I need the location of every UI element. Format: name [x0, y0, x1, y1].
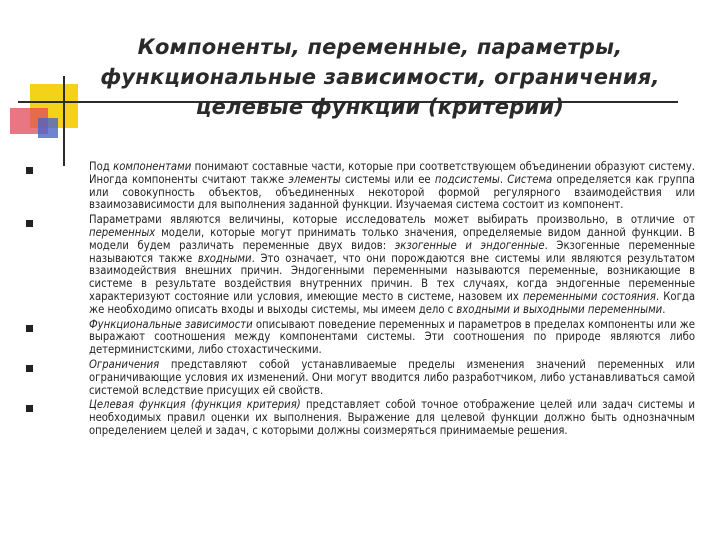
italic-term: входными — [197, 251, 252, 265]
text-segment: . Когда же необходимо описать входы и выходы системы, мы имеем дело с — [89, 289, 696, 316]
bullet-square-icon — [26, 167, 33, 174]
text-segment: описывают поведение переменных и параметров в пределах компоненты или же выражают соотношения между компонентами системы. Эти соотношения по природе являются либо детерминистскими, либо стохастическими. — [89, 317, 695, 357]
italic-term: переменными состояния — [522, 289, 656, 303]
list-item — [20, 214, 695, 316]
text-segment: Под — [89, 160, 114, 173]
italic-term: компонентами — [113, 160, 192, 173]
bullet-list — [20, 161, 695, 440]
list-item — [20, 319, 695, 357]
bullet-square-icon — [26, 325, 33, 332]
italic-term: переменных — [89, 225, 156, 239]
list-item-text — [89, 161, 695, 212]
text-segment: представляют собой устанавливаемые пределы изменения значений переменных или ограничивающие условия их изменений. Они могут вводится либо разработчиком, либо устанавливаться самой системой вследствие присущих ей свойств. — [89, 357, 695, 397]
italic-term: экзогенные и эндогенные — [394, 238, 545, 252]
bullet-square-icon — [26, 220, 33, 227]
text-segment: . — [499, 172, 508, 186]
list-item-text — [89, 359, 695, 397]
text-segment: понимают составные части, которые при соответствующем объединении образуют систему. Иногда компоненты считают также — [89, 160, 695, 186]
text-segment: определяется как группа или совокупность объектов, объединенных некоторой формой регулярного взаимодействия или взаимозависимости для выполнения заданной функции. Изучаемая система состоит из компонент. — [89, 172, 695, 212]
bullet-square-icon — [26, 405, 33, 412]
text-segment: представляет собой точное отображение целей или задач системы и необходимых правил оценки их выполнения. Выражение для целевой функции должно быть однозначным определением целей и задач, с которыми должны соизмеряться принимаемые решения. — [89, 398, 696, 437]
italic-term: Целевая функция (функция критерия) — [89, 398, 301, 412]
bullet-square-icon — [26, 365, 33, 372]
text-segment: модели, которые могут принимать только значения, определяемые видом данной функции. В модели будем различать переменные двух видов: — [89, 225, 695, 252]
text-segment: Параметрами являются величины, которые исследователь может выбирать произвольно, в отличие от — [89, 213, 695, 227]
list-item — [20, 359, 695, 397]
list-item — [20, 161, 695, 212]
text-segment: . Это означает, что они порождаются вне системы или являются результатом взаимодействия внешних причин. Эндогенными переменными называются переменные, возникающие в системе в результате воздействия внутренних причин. В тех случаях, когда эндогенные переменные характеризуют состояние или условия, имеющие место в системе, назовем их — [89, 251, 695, 303]
italic-term: элементы — [288, 172, 341, 186]
list-item — [20, 399, 695, 437]
list-item-text — [89, 399, 695, 437]
italic-term: подсистемы — [434, 172, 500, 186]
italic-term: Ограничения — [89, 357, 160, 371]
decor-blue-square — [38, 118, 58, 138]
italic-term: входными и выходными переменными — [456, 302, 663, 316]
list-item-text — [89, 319, 695, 357]
text-segment: . Экзогенные переменные называются также — [89, 238, 695, 265]
text-segment: системы или ее — [340, 172, 435, 186]
text-segment: . — [662, 302, 666, 316]
italic-term: Система — [507, 172, 553, 186]
italic-term: Функциональные зависимости — [89, 317, 253, 331]
list-item-text — [89, 214, 695, 316]
slide-title: Компоненты, переменные, параметры, функциональные зависимости, ограничения, целевые функции (критерии) — [100, 35, 660, 119]
